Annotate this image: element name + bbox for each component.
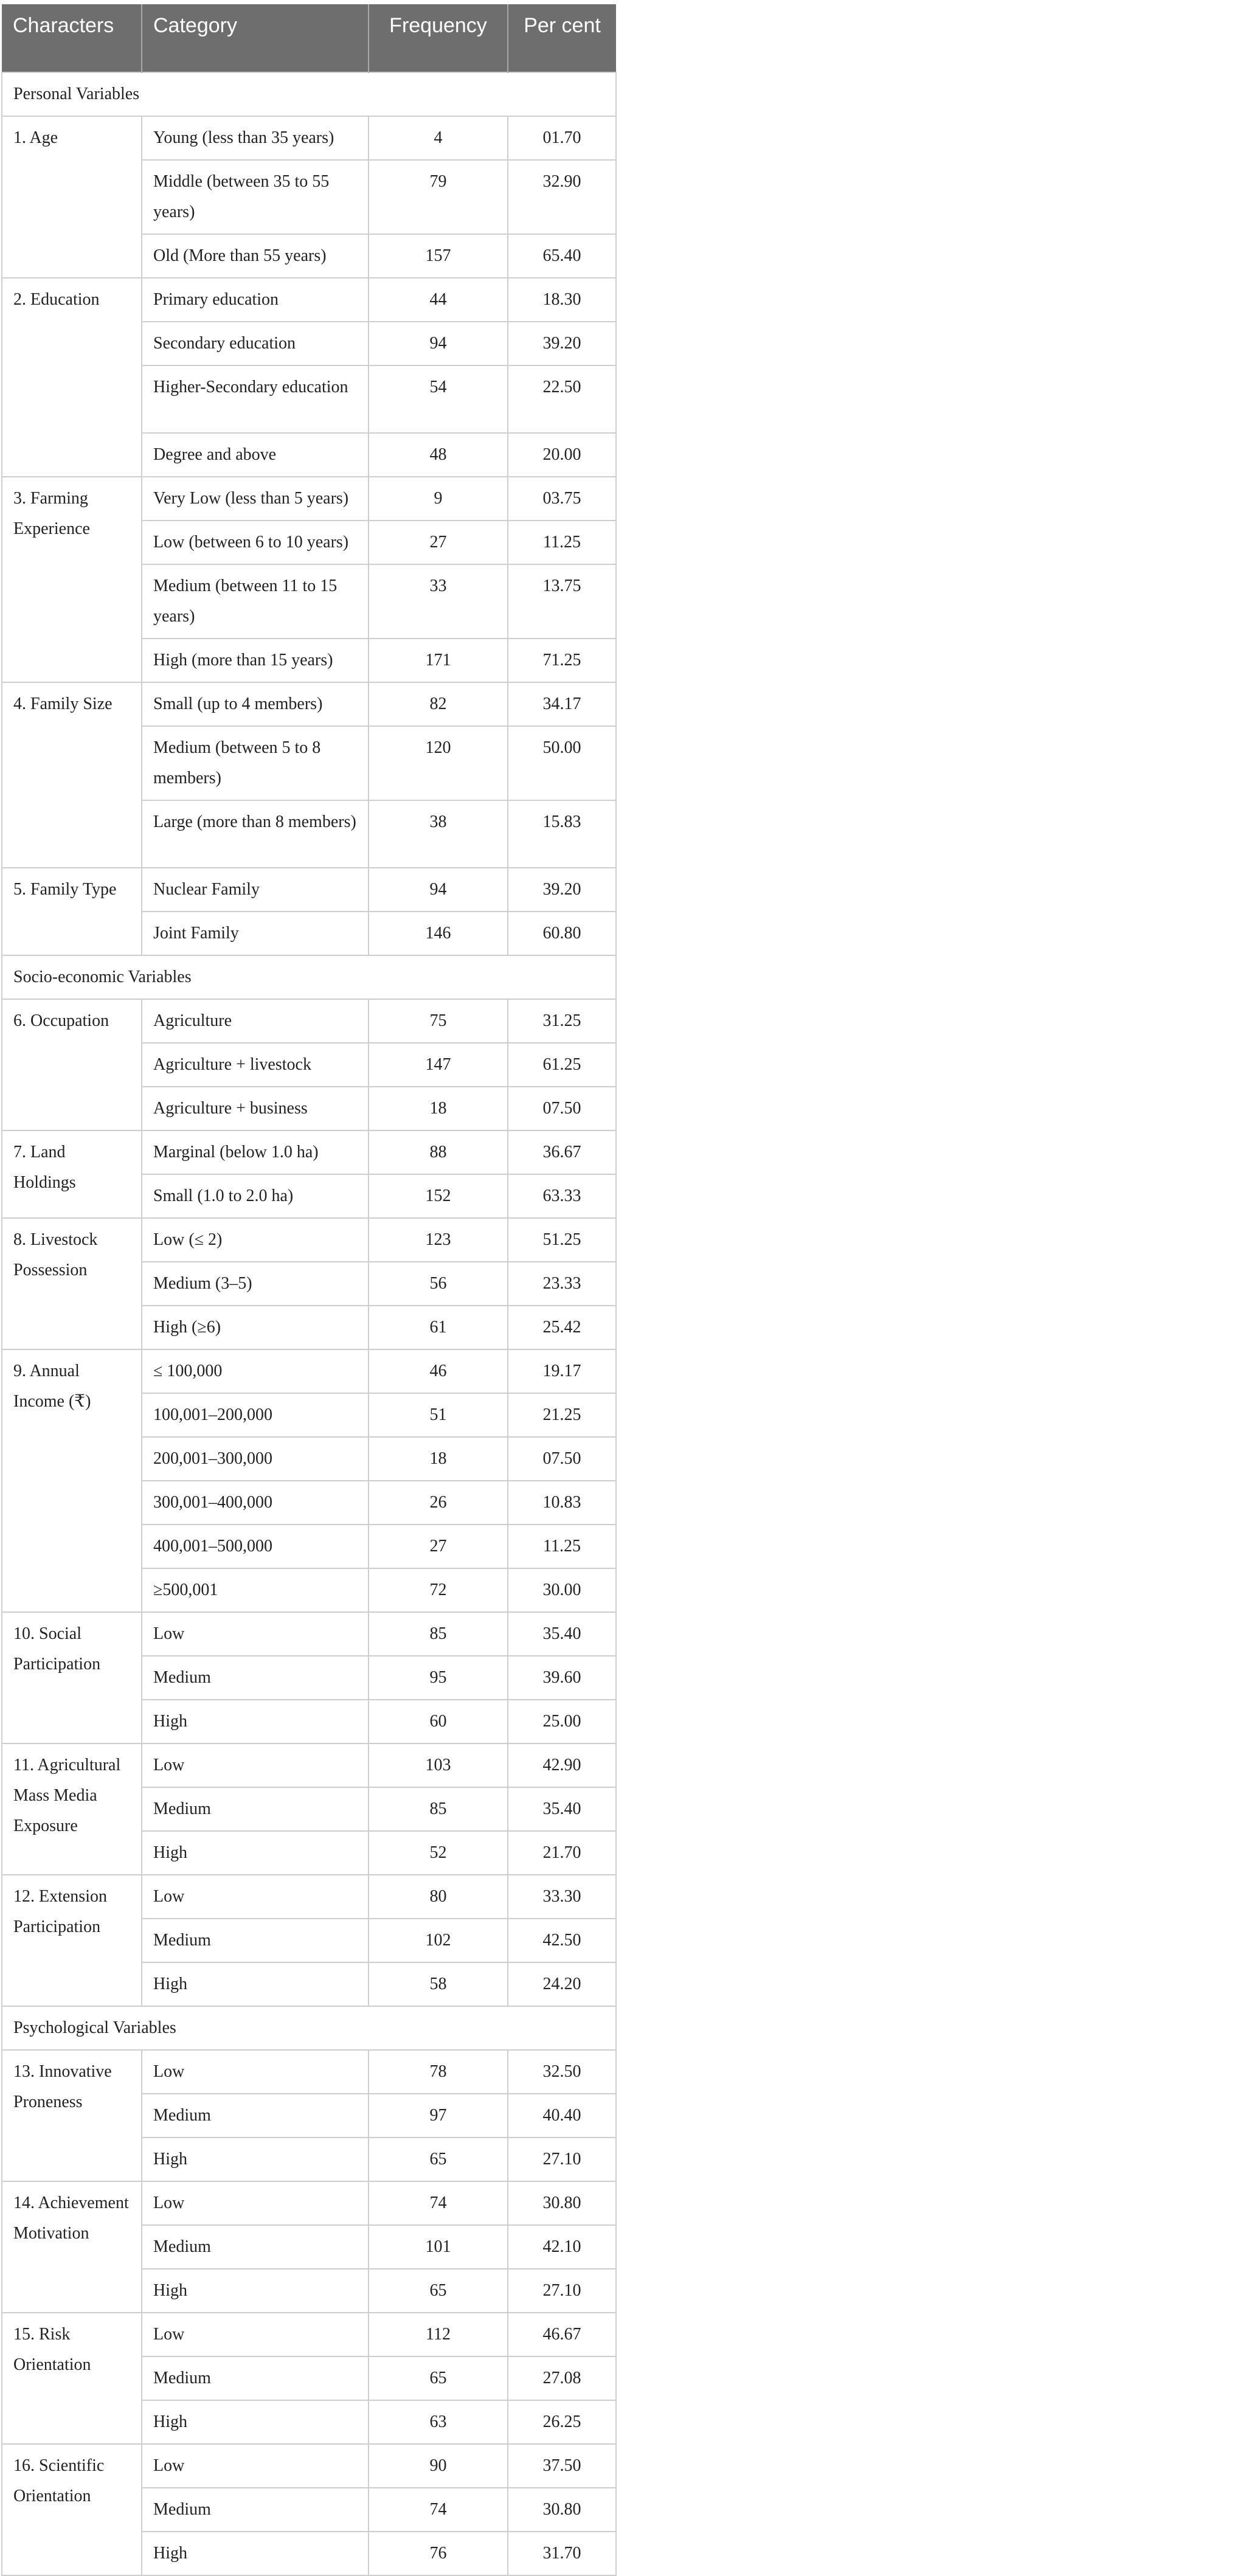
characteristic-label: 13. Innovative Proneness bbox=[2, 2050, 142, 2181]
percent-cell: 34.17 bbox=[508, 682, 616, 726]
frequency-cell: 78 bbox=[369, 2050, 508, 2094]
section-row bbox=[2, 955, 616, 999]
category-cell: Medium bbox=[142, 2356, 369, 2400]
characteristic-label: 14. Achievement Motivation bbox=[2, 2181, 142, 2313]
category-cell: Joint Family bbox=[142, 912, 369, 955]
frequency-cell: 94 bbox=[369, 868, 508, 912]
table-row bbox=[2, 2444, 616, 2488]
frequency-cell: 146 bbox=[369, 912, 508, 955]
table-row bbox=[2, 1218, 616, 1262]
frequency-cell: 80 bbox=[369, 1875, 508, 1919]
characteristic-label: 6. Occupation bbox=[2, 999, 142, 1130]
section-title: Psychological Variables bbox=[2, 2006, 616, 2050]
category-cell: Low (≤ 2) bbox=[142, 1218, 369, 1262]
percent-cell: 27.08 bbox=[508, 2356, 616, 2400]
frequency-cell: 147 bbox=[369, 1043, 508, 1087]
frequency-cell: 65 bbox=[369, 2269, 508, 2313]
table-row bbox=[2, 278, 616, 322]
frequency-cell: 79 bbox=[369, 160, 508, 234]
frequency-cell: 33 bbox=[369, 564, 508, 639]
percent-cell: 19.17 bbox=[508, 1349, 616, 1393]
table-row bbox=[2, 999, 616, 1043]
frequency-cell: 27 bbox=[369, 1525, 508, 1568]
category-cell: Middle (between 35 to 55 years) bbox=[142, 160, 369, 234]
percent-cell: 30.80 bbox=[508, 2488, 616, 2532]
table-header-row bbox=[2, 4, 616, 72]
category-cell: High bbox=[142, 2138, 369, 2181]
category-cell: High bbox=[142, 2269, 369, 2313]
category-cell: Low bbox=[142, 2181, 369, 2225]
percent-cell: 32.50 bbox=[508, 2050, 616, 2094]
percent-cell: 18.30 bbox=[508, 278, 616, 322]
percent-cell: 35.40 bbox=[508, 1612, 616, 1656]
percent-cell: 65.40 bbox=[508, 234, 616, 278]
category-cell: Degree and above bbox=[142, 433, 369, 477]
percent-cell: 26.25 bbox=[508, 2400, 616, 2444]
percent-cell: 51.25 bbox=[508, 1218, 616, 1262]
category-cell: Higher-Secondary education bbox=[142, 365, 369, 433]
percent-cell: 30.80 bbox=[508, 2181, 616, 2225]
category-cell: Agriculture bbox=[142, 999, 369, 1043]
category-cell: 200,001–300,000 bbox=[142, 1437, 369, 1481]
category-cell: Secondary education bbox=[142, 322, 369, 365]
frequency-cell: 101 bbox=[369, 2225, 508, 2269]
category-cell: Low (between 6 to 10 years) bbox=[142, 521, 369, 564]
frequency-cell: 75 bbox=[369, 999, 508, 1043]
table-row bbox=[2, 1130, 616, 1174]
frequency-cell: 76 bbox=[369, 2532, 508, 2575]
percent-cell: 21.70 bbox=[508, 1831, 616, 1875]
category-cell: Very Low (less than 5 years) bbox=[142, 477, 369, 521]
section-title: Personal Variables bbox=[2, 72, 616, 116]
percent-cell: 35.40 bbox=[508, 1787, 616, 1831]
category-cell: Large (more than 8 members) bbox=[142, 800, 369, 868]
category-cell: Old (More than 55 years) bbox=[142, 234, 369, 278]
category-cell: High bbox=[142, 2532, 369, 2575]
frequency-cell: 90 bbox=[369, 2444, 508, 2488]
frequency-cell: 65 bbox=[369, 2356, 508, 2400]
frequency-cell: 123 bbox=[369, 1218, 508, 1262]
percent-cell: 42.90 bbox=[508, 1743, 616, 1787]
table-row bbox=[2, 1612, 616, 1656]
category-cell: Small (1.0 to 2.0 ha) bbox=[142, 1174, 369, 1218]
frequency-cell: 44 bbox=[369, 278, 508, 322]
frequency-cell: 52 bbox=[369, 1831, 508, 1875]
frequency-cell: 4 bbox=[369, 116, 508, 160]
category-cell: High bbox=[142, 1831, 369, 1875]
percent-cell: 21.25 bbox=[508, 1393, 616, 1437]
frequency-cell: 152 bbox=[369, 1174, 508, 1218]
frequency-cell: 157 bbox=[369, 234, 508, 278]
frequency-cell: 27 bbox=[369, 521, 508, 564]
percent-cell: 40.40 bbox=[508, 2094, 616, 2138]
percent-cell: 11.25 bbox=[508, 1525, 616, 1568]
percent-cell: 33.30 bbox=[508, 1875, 616, 1919]
percent-cell: 22.50 bbox=[508, 365, 616, 433]
header-characters: Characters bbox=[2, 4, 142, 72]
frequency-cell: 85 bbox=[369, 1612, 508, 1656]
percent-cell: 20.00 bbox=[508, 433, 616, 477]
frequency-cell: 74 bbox=[369, 2488, 508, 2532]
percent-cell: 03.75 bbox=[508, 477, 616, 521]
table-body bbox=[2, 72, 616, 2575]
table-row bbox=[2, 2181, 616, 2225]
percent-cell: 23.33 bbox=[508, 1262, 616, 1306]
percent-cell: 37.50 bbox=[508, 2444, 616, 2488]
frequency-cell: 74 bbox=[369, 2181, 508, 2225]
section-row bbox=[2, 72, 616, 116]
category-cell: Medium bbox=[142, 1787, 369, 1831]
percent-cell: 39.20 bbox=[508, 322, 616, 365]
category-cell: Medium bbox=[142, 2094, 369, 2138]
frequency-cell: 88 bbox=[369, 1130, 508, 1174]
frequency-cell: 48 bbox=[369, 433, 508, 477]
frequency-cell: 171 bbox=[369, 639, 508, 682]
percent-cell: 42.10 bbox=[508, 2225, 616, 2269]
percent-cell: 07.50 bbox=[508, 1087, 616, 1130]
frequency-cell: 120 bbox=[369, 726, 508, 800]
characteristic-label: 12. Extension Participation bbox=[2, 1875, 142, 2006]
category-cell: Medium (3–5) bbox=[142, 1262, 369, 1306]
category-cell: 400,001–500,000 bbox=[142, 1525, 369, 1568]
percent-cell: 42.50 bbox=[508, 1919, 616, 1962]
frequency-cell: 63 bbox=[369, 2400, 508, 2444]
percent-cell: 39.60 bbox=[508, 1656, 616, 1700]
category-cell: High bbox=[142, 1962, 369, 2006]
category-cell: Low bbox=[142, 2444, 369, 2488]
category-cell: 300,001–400,000 bbox=[142, 1481, 369, 1525]
category-cell: Medium bbox=[142, 1919, 369, 1962]
percent-cell: 25.00 bbox=[508, 1700, 616, 1743]
category-cell: Low bbox=[142, 1743, 369, 1787]
category-cell: High (more than 15 years) bbox=[142, 639, 369, 682]
frequency-cell: 112 bbox=[369, 2313, 508, 2356]
characteristics-table bbox=[1, 4, 617, 2576]
percent-cell: 24.20 bbox=[508, 1962, 616, 2006]
category-cell: ≥500,001 bbox=[142, 1568, 369, 1612]
frequency-cell: 46 bbox=[369, 1349, 508, 1393]
frequency-cell: 103 bbox=[369, 1743, 508, 1787]
characteristic-label: 4. Family Size bbox=[2, 682, 142, 868]
percent-cell: 31.25 bbox=[508, 999, 616, 1043]
category-cell: Agriculture + business bbox=[142, 1087, 369, 1130]
category-cell: High bbox=[142, 1700, 369, 1743]
category-cell: Small (up to 4 members) bbox=[142, 682, 369, 726]
section-title: Socio-economic Variables bbox=[2, 955, 616, 999]
category-cell: Medium (between 11 to 15 years) bbox=[142, 564, 369, 639]
category-cell: ≤ 100,000 bbox=[142, 1349, 369, 1393]
table-row bbox=[2, 868, 616, 912]
frequency-cell: 26 bbox=[369, 1481, 508, 1525]
percent-cell: 15.83 bbox=[508, 800, 616, 868]
percent-cell: 32.90 bbox=[508, 160, 616, 234]
section-row bbox=[2, 2006, 616, 2050]
category-cell: Agriculture + livestock bbox=[142, 1043, 369, 1087]
category-cell: Low bbox=[142, 1875, 369, 1919]
percent-cell: 50.00 bbox=[508, 726, 616, 800]
percent-cell: 27.10 bbox=[508, 2138, 616, 2181]
characteristic-label: 1. Age bbox=[2, 116, 142, 278]
frequency-cell: 54 bbox=[369, 365, 508, 433]
frequency-cell: 9 bbox=[369, 477, 508, 521]
frequency-cell: 56 bbox=[369, 1262, 508, 1306]
category-cell: Low bbox=[142, 2050, 369, 2094]
table-row bbox=[2, 682, 616, 726]
category-cell: High (≥6) bbox=[142, 1306, 369, 1349]
frequency-cell: 18 bbox=[369, 1437, 508, 1481]
table-row bbox=[2, 477, 616, 521]
percent-cell: 13.75 bbox=[508, 564, 616, 639]
frequency-cell: 95 bbox=[369, 1656, 508, 1700]
frequency-cell: 38 bbox=[369, 800, 508, 868]
percent-cell: 25.42 bbox=[508, 1306, 616, 1349]
category-cell: High bbox=[142, 2400, 369, 2444]
table-row bbox=[2, 1875, 616, 1919]
frequency-cell: 102 bbox=[369, 1919, 508, 1962]
percent-cell: 30.00 bbox=[508, 1568, 616, 1612]
frequency-cell: 97 bbox=[369, 2094, 508, 2138]
header-frequency: Frequency bbox=[369, 4, 508, 72]
table-row bbox=[2, 2050, 616, 2094]
category-cell: Medium (between 5 to 8 members) bbox=[142, 726, 369, 800]
characteristic-label: 10. Social Participation bbox=[2, 1612, 142, 1743]
percent-cell: 10.83 bbox=[508, 1481, 616, 1525]
frequency-cell: 82 bbox=[369, 682, 508, 726]
table-row bbox=[2, 2313, 616, 2356]
percent-cell: 27.10 bbox=[508, 2269, 616, 2313]
frequency-cell: 18 bbox=[369, 1087, 508, 1130]
frequency-cell: 60 bbox=[369, 1700, 508, 1743]
percent-cell: 07.50 bbox=[508, 1437, 616, 1481]
category-cell: Young (less than 35 years) bbox=[142, 116, 369, 160]
characteristic-label: 3. Farming Experience bbox=[2, 477, 142, 682]
percent-cell: 61.25 bbox=[508, 1043, 616, 1087]
characteristic-label: 16. Scientific Orientation bbox=[2, 2444, 142, 2575]
header-category: Category bbox=[142, 4, 369, 72]
frequency-cell: 61 bbox=[369, 1306, 508, 1349]
characteristic-label: 11. Agricultural Mass Media Exposure bbox=[2, 1743, 142, 1875]
percent-cell: 39.20 bbox=[508, 868, 616, 912]
frequency-cell: 58 bbox=[369, 1962, 508, 2006]
frequency-cell: 65 bbox=[369, 2138, 508, 2181]
header-percent: Per cent bbox=[508, 4, 616, 72]
characteristic-label: 8. Livestock Possession bbox=[2, 1218, 142, 1349]
characteristic-label: 2. Education bbox=[2, 278, 142, 477]
percent-cell: 60.80 bbox=[508, 912, 616, 955]
percent-cell: 46.67 bbox=[508, 2313, 616, 2356]
percent-cell: 01.70 bbox=[508, 116, 616, 160]
category-cell: Medium bbox=[142, 1656, 369, 1700]
category-cell: Marginal (below 1.0 ha) bbox=[142, 1130, 369, 1174]
percent-cell: 11.25 bbox=[508, 521, 616, 564]
frequency-cell: 94 bbox=[369, 322, 508, 365]
characteristic-label: 15. Risk Orientation bbox=[2, 2313, 142, 2444]
category-cell: Medium bbox=[142, 2488, 369, 2532]
category-cell: Low bbox=[142, 2313, 369, 2356]
category-cell: Low bbox=[142, 1612, 369, 1656]
category-cell: 100,001–200,000 bbox=[142, 1393, 369, 1437]
frequency-cell: 72 bbox=[369, 1568, 508, 1612]
characteristic-label: 5. Family Type bbox=[2, 868, 142, 955]
category-cell: Nuclear Family bbox=[142, 868, 369, 912]
characteristic-label: 7. Land Holdings bbox=[2, 1130, 142, 1218]
table-row bbox=[2, 116, 616, 160]
percent-cell: 36.67 bbox=[508, 1130, 616, 1174]
percent-cell: 31.70 bbox=[508, 2532, 616, 2575]
table-row bbox=[2, 1743, 616, 1787]
percent-cell: 71.25 bbox=[508, 639, 616, 682]
frequency-cell: 85 bbox=[369, 1787, 508, 1831]
percent-cell: 63.33 bbox=[508, 1174, 616, 1218]
category-cell: Medium bbox=[142, 2225, 369, 2269]
frequency-cell: 51 bbox=[369, 1393, 508, 1437]
category-cell: Primary education bbox=[142, 278, 369, 322]
characteristic-label: 9. Annual Income (₹) bbox=[2, 1349, 142, 1612]
table-row bbox=[2, 1349, 616, 1393]
